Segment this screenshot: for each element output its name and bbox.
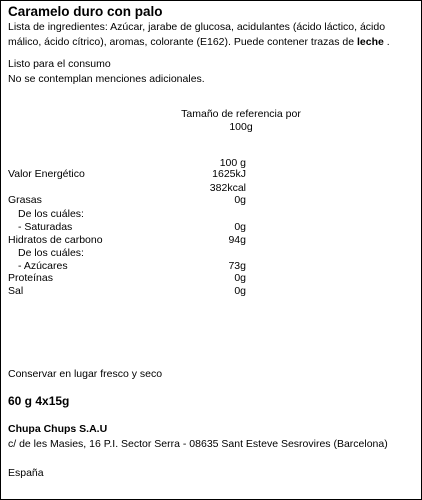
reference-size-header: Tamaño de referencia por <box>181 108 301 120</box>
carbohydrates-value: 94g <box>228 234 246 246</box>
sugars-label: - Azúcares <box>18 260 68 272</box>
ingredients-end: . <box>383 36 390 48</box>
protein-label: Proteínas <box>8 272 53 284</box>
energy-kcal: 382kcal <box>209 182 246 194</box>
column-amount: 100 g <box>219 157 246 169</box>
country-of-origin: España <box>8 467 44 479</box>
reference-size-amount: 100g <box>229 121 253 133</box>
saturates-label: - Saturadas <box>18 221 73 233</box>
product-title: Caramelo duro con palo <box>8 4 163 19</box>
ingredients-text: Lista de ingredientes: Azúcar, jarabe de glucosa, acidulantes (ácido láctico, ácido málico, ácido cítrico), aromas, colorante (E162). Puede contener trazas de <box>8 21 386 48</box>
fat-of-which-label: De los cuáles: <box>18 208 84 220</box>
energy-kj: 1625kJ <box>212 168 246 180</box>
carbs-of-which-label: De los cuáles: <box>18 247 84 259</box>
fat-label: Grasas <box>8 194 42 206</box>
ingredients-list <box>8 20 416 50</box>
carbohydrates-label: Hidratos de carbono <box>8 234 103 246</box>
sugars-value: 73g <box>228 260 246 272</box>
storage-instructions: Conservar en lugar fresco y seco <box>8 368 163 380</box>
salt-value: 0g <box>234 285 246 297</box>
net-weight: 60 g 4x15g <box>8 394 70 408</box>
no-mentions-note: No se contemplan menciones adicionales. <box>8 73 205 85</box>
fat-value: 0g <box>234 194 246 206</box>
energy-label: Valor Energético <box>8 168 85 180</box>
company-name: Chupa Chups S.A.U <box>8 423 108 435</box>
protein-value: 0g <box>234 272 246 284</box>
company-address: c/ de les Masies, 16 P.I. Sector Serra - 08635 Sant Esteve Sesrovires (Barcelona) <box>8 438 388 450</box>
allergen-text: leche <box>357 36 384 48</box>
salt-label: Sal <box>8 285 24 297</box>
saturates-value: 0g <box>234 221 246 233</box>
ready-to-eat-note: Listo para el consumo <box>8 58 111 70</box>
